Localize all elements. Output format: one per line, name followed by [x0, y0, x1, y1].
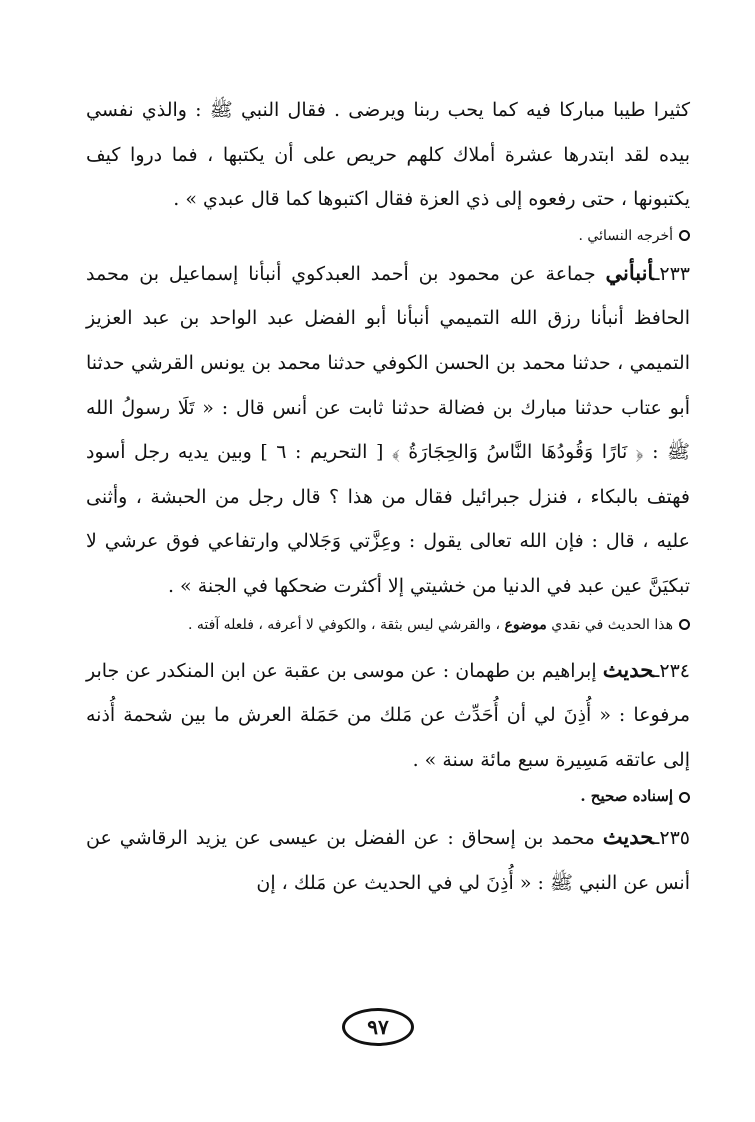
- hadith-233-keyword: أنبأني: [605, 259, 654, 285]
- hadith-234-text: إبراهيم بن طهمان : عن موسى بن عقبة عن ابن المنكدر عن جابر مرفوعا : « أُذِنَ لي أن أُحَدِّث عن مَلك من حَمَلة العرش ما بين شحمة أُذنه إلى عاتقه مَسِيرة سبع مائة سنة » .: [86, 659, 690, 771]
- hadith-234-note-text: إسناده صحيح .: [580, 787, 673, 806]
- bullet-icon: [679, 792, 690, 803]
- hadith-234-note: [86, 782, 690, 811]
- hadith-234-keyword: حديث: [602, 656, 654, 682]
- hadith-233-text: جماعة عن محمود بن أحمد العبدكوي أنبأنا إسماعيل بن محمد الحافظ أنبأنا رزق الله التميمي أنبأنا أبو الفضل عبد الواحد بن عبد العزيز التميمي ، حدثنا محمد بن الحسن الكوفي حدثنا محمد بن يونس القرشي حدثنا أبو عتاب حدثنا مبارك بن فضالة حدثنا ثابت عن أنس قال : « تَلَا رسولُ الله ﷺ : ﴿ نَارًا وَقُودُهَا النَّاسُ وَالحِجَارَةُ ﴾ [ التحريم : ٦ ] وبين يديه رجل أسود فهتف بالبكاء ، فنزل جبرائيل فقال من هذا ؟ قال رجل من الحبشة ، وأثنى عليه ، قال : فإن الله تعالى يقول : وعِزَّتي وَجَلالي وارتفاعي فوق عرشي لا تبكيَنَّ عين عبد في الدنيا من خشيتي إلا أكثرت ضحكها في الجنة » .: [86, 262, 691, 597]
- intro-note: [86, 222, 690, 251]
- bullet-icon: [679, 230, 690, 241]
- hadith-233-number: ٢٣٣ـ: [653, 262, 691, 285]
- hadith-234: [86, 648, 690, 783]
- intro-paragraph: [86, 88, 690, 222]
- hadith-235-keyword: حديث: [602, 824, 654, 850]
- hadith-233-note-keyword: موضوع: [504, 616, 547, 633]
- page-number-text: ٩٧: [367, 1015, 389, 1039]
- hadith-233-note-after: ، والقرشي ليس بثقة ، والكوفي لا أعرفه ، فلعله آفته .: [188, 616, 501, 633]
- hadith-233: [86, 251, 690, 609]
- hadith-233-note: [86, 611, 690, 640]
- page-body: [86, 88, 690, 906]
- hadith-233-note-before: هذا الحديث في نقدي: [551, 616, 673, 633]
- hadith-234-number: ٢٣٤ـ: [653, 659, 690, 682]
- hadith-235: [86, 815, 690, 905]
- intro-note-text: أخرجه النسائي .: [578, 227, 673, 244]
- intro-text: كثيرا طيبا مباركا فيه كما يحب ربنا ويرضى . فقال النبي ﷺ : والذي نفسي بيده لقد ابتدرها عشرة أملاك كلهم حريص على أن يكتبها ، فما دروا كيف يكتبونها ، حتى رفعوه إلى ذي العزة فقال اكتبوها كما قال عبدي » .: [86, 99, 690, 211]
- hadith-235-number: ٢٣٥ـ: [653, 827, 690, 850]
- bullet-icon: [679, 619, 690, 630]
- hadith-235-text: محمد بن إسحاق : عن الفضل بن عيسى عن يزيد الرقاشي عن أنس عن النبي ﷺ : « أُذِنَ لي في الحديث عن مَلك ، إن: [86, 827, 690, 894]
- page-number: [342, 1008, 414, 1046]
